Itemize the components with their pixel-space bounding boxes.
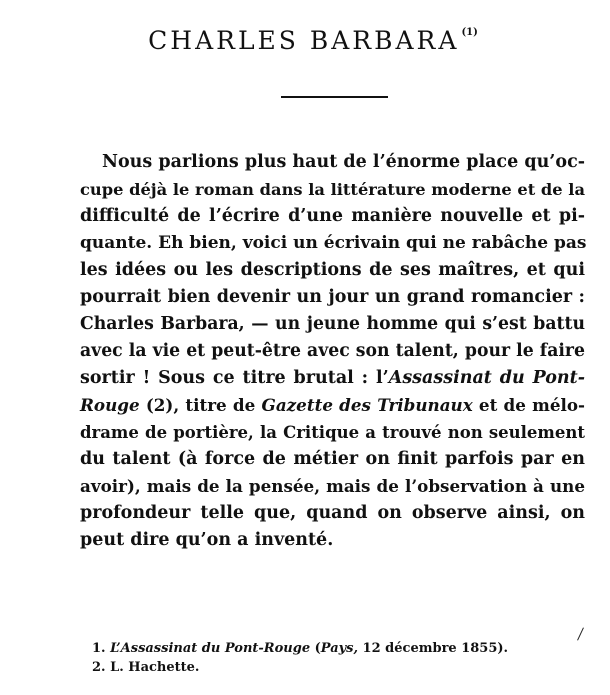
title-footnote-ref: (1) (461, 27, 478, 38)
text-segment: profondeur telle que, quand on observe ainsi, on (80, 503, 585, 523)
text-line (80, 500, 585, 527)
body-paragraph (80, 149, 585, 554)
text-segment: avoir), mais de la pensée, mais de l’observation à une (80, 476, 585, 496)
text-segment: Charles Barbara, — un jeune homme qui s’est battu (80, 314, 585, 334)
text-segment: avec la vie et peut-être avec son talent, pour le faire (80, 341, 585, 361)
page-title (0, 26, 610, 55)
text-line (80, 392, 585, 419)
text-line (80, 284, 585, 311)
text-segment: du talent (à force de métier on finit parfois par en (80, 449, 585, 469)
italic-text: L’Assassinat du Pont-Rouge (110, 641, 311, 656)
text-line (80, 257, 585, 284)
text-line (80, 176, 585, 203)
text-segment: drame de portière, la Critique a trouvé non seulement (80, 423, 585, 442)
text-line (80, 446, 585, 473)
text-segment: et de mélo- (472, 395, 585, 415)
text-segment: les idées ou les descriptions de ses maîtres, et qui (80, 260, 585, 280)
text-line (80, 338, 585, 365)
stray-pen-mark (577, 627, 584, 640)
text-line (80, 527, 585, 554)
text-line (80, 365, 585, 392)
text-line (80, 149, 585, 176)
text-segment: 2. L. Hachette. (92, 660, 200, 675)
title-text: CHARLES BARBARA (148, 26, 460, 55)
text-segment: sortir ! Sous ce titre brutal : l’ (80, 368, 389, 388)
footnote (92, 639, 508, 658)
text-line (80, 419, 585, 446)
italic-text: Assassinat du Pont- (388, 368, 585, 388)
italic-text: Pays, (320, 641, 359, 656)
text-segment: quante. Eh bien, voici un écrivain qui ne rabâche pas (80, 233, 587, 253)
text-segment: ( (310, 641, 321, 656)
text-line (80, 311, 585, 338)
text-segment: Nous parlions plus haut de l’énorme place qu’oc- (102, 152, 585, 172)
text-segment: cupe déjà le roman dans la littérature moderne et de la (80, 180, 585, 199)
footnote (92, 658, 508, 677)
text-segment: difficulté de l’écrire d’une manière nouvelle et pi- (80, 206, 585, 226)
text-segment: 1. (92, 641, 111, 656)
text-line (80, 230, 585, 257)
text-line (80, 473, 585, 500)
italic-text: Gazette des Tribunaux (261, 395, 473, 415)
text-line (80, 203, 585, 230)
text-segment: pourrait bien devenir un jour un grand romancier : (80, 287, 585, 307)
text-segment: peut dire qu’on a inventé. (80, 530, 334, 550)
text-segment: 12 décembre 1855). (358, 641, 509, 656)
footnotes (92, 639, 508, 677)
title-divider (281, 96, 388, 98)
italic-text: Rouge (80, 395, 140, 415)
text-segment: (2), titre de (139, 395, 262, 415)
